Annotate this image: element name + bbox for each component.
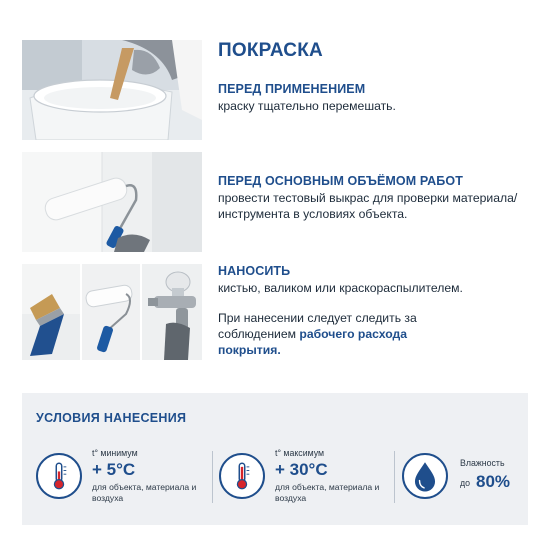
step-3-note — [218, 310, 428, 358]
condition-max-note: для объекта, материала и воздуха — [275, 482, 380, 503]
condition-max-temp — [219, 448, 389, 510]
condition-humidity — [402, 448, 522, 510]
condition-min-label: t° минимум — [92, 448, 138, 458]
condition-humidity-value: 80% — [476, 472, 511, 491]
condition-min-value: + 5°C — [92, 460, 136, 479]
page-title: ПОКРАСКА — [218, 40, 323, 61]
step-1-text: краску тщательно перемешать. — [218, 99, 396, 113]
thermometer-icon — [36, 453, 82, 499]
condition-humidity-prefix: до — [460, 478, 471, 488]
conditions-panel — [22, 393, 528, 525]
thermometer-icon — [219, 453, 265, 499]
step-3-title: НАНОСИТЬ — [218, 264, 291, 278]
condition-min-note: для объекта, материала и воздуха — [92, 482, 197, 503]
step-3-note-bold: рабочего расхода покрытия. — [218, 327, 408, 357]
photo-brush — [22, 264, 80, 360]
photo-stirring-paint — [22, 40, 202, 140]
photo-roller-test — [22, 152, 202, 252]
photo-roller — [82, 264, 140, 360]
condition-max-label: t° максимум — [275, 448, 325, 458]
condition-max-value: + 30°C — [275, 460, 328, 479]
step-1-title: ПЕРЕД ПРИМЕНЕНИЕМ — [218, 82, 366, 96]
step-2-title: ПЕРЕД ОСНОВНЫМ ОБЪЁМОМ РАБОТ — [218, 174, 463, 188]
condition-humidity-label: Влажность — [460, 458, 505, 468]
conditions-divider — [212, 451, 213, 503]
step-2-text: провести тестовый выкрас для проверки материала/инструмента в условиях объекта. — [218, 191, 518, 221]
conditions-divider — [394, 451, 395, 503]
photo-spray-gun — [142, 264, 202, 360]
step-3-note-text: При нанесении следует следить за соблюдением — [218, 311, 417, 341]
conditions-title: УСЛОВИЯ НАНЕСЕНИЯ — [36, 411, 187, 425]
condition-min-temp — [36, 448, 206, 510]
step-3-text: кистью, валиком или краскораспылителем. — [218, 281, 463, 295]
water-drop-icon — [402, 453, 448, 499]
